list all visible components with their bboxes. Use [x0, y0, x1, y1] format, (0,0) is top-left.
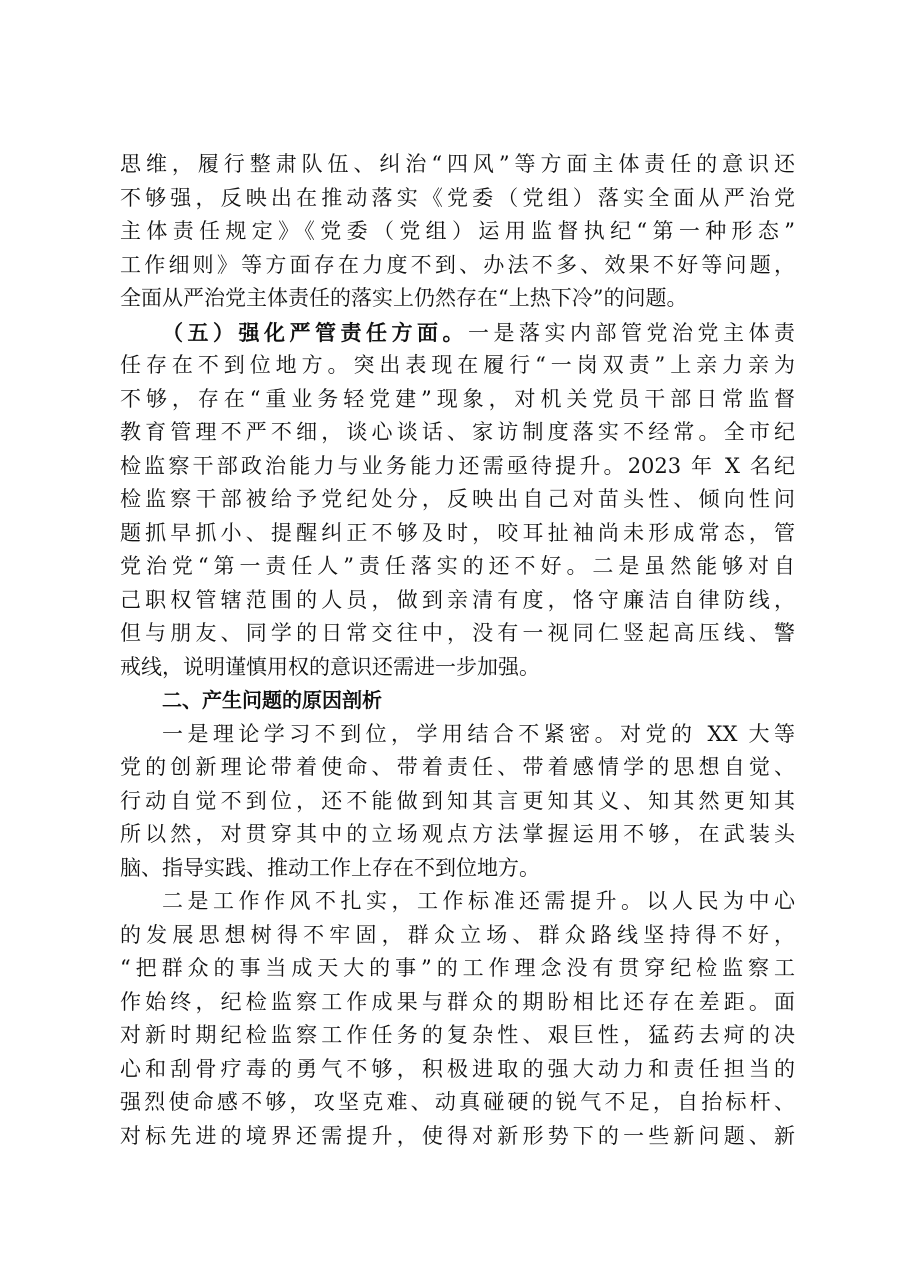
text-line: 但与朋友、同学的日常交往中，没有一视同仁竖起高压线、警: [120, 621, 795, 645]
text-line: 对新时期纪检监察工作任务的复杂性、艰巨性，猛药去疴的决: [120, 1023, 795, 1047]
text-line: 全面从严治党主体责任的落实上仍然存在“上热下冷”的问题。: [120, 286, 688, 310]
text-line: 戒线，说明谨慎用权的意识还需进一步加强。: [120, 654, 540, 679]
text-line: 思维，履行整肃队伍、纠治“四风”等方面主体责任的意识还: [120, 152, 795, 176]
section-5-first-line-text: 一是落实内部管党治党主体责: [468, 320, 795, 345]
text-line: 不够，存在“重业务轻党建”现象，对机关党员干部日常监督: [120, 386, 795, 411]
text-line: 党治党“第一责任人”责任落实的还不好。二是虽然能够对自: [120, 554, 795, 578]
intro-paragraph: [120, 148, 795, 316]
text-line: 检监察干部被给予党纪处分，反映出自己对苗头性、倾向性问: [120, 487, 795, 511]
document-body: [120, 148, 795, 1153]
text-line: 对标先进的境界还需提升，使得对新形势下的一些新问题、新: [120, 1123, 795, 1148]
text-line: 作始终，纪检监察工作成果与群众的期盼相比还存在差距。面: [120, 989, 795, 1014]
cause-paragraph-2: [120, 885, 795, 1153]
text-line: 主体责任规定》《党委（党组）运用监督执纪“第一种形态”: [120, 219, 795, 243]
text-line: 一是理论学习不到位，学用结合不紧密。对党的 XX 大等: [162, 721, 795, 746]
text-line: 的发展思想树得不牢固，群众立场、群众路线坚持得不好，: [120, 922, 795, 947]
cause-paragraph-1: [120, 718, 795, 886]
text-line: “把群众的事当成天大的事”的工作理念没有贯穿纪检监察工: [120, 956, 795, 980]
text-line: 脑、指导实践、推动工作上存在不到位地方。: [120, 855, 540, 880]
text-line: 不够强，反映出在推动落实《党委（党组）落实全面从严治党: [120, 185, 795, 210]
text-line: 强烈使命感不够，攻坚克难、动真碰硬的锐气不足，自抬标杆、: [120, 1090, 795, 1114]
text-line: 任存在不到位地方。突出表现在履行“一岗双责”上亲力亲为: [120, 353, 795, 377]
text-line: 党的创新理论带着使命、带着责任、带着感情学的思想自觉、: [120, 755, 795, 779]
section-5-paragraph: [120, 316, 795, 685]
text-line: 二是工作作风不扎实，工作标准还需提升。以人民为中心: [162, 889, 795, 913]
text-line: 工作细则》等方面存在力度不到、办法不多、效果不好等问题，: [120, 252, 795, 277]
section-2-heading: 二、产生问题的原因剖析: [162, 688, 382, 712]
text-line: 题抓早抓小、提醒纠正不够及时，咬耳扯袖尚未形成常态，管: [120, 520, 795, 545]
text-line: 己职权管辖范围的人员，做到亲清有度，恪守廉洁自律防线，: [120, 587, 795, 612]
text-line: [120, 316, 795, 350]
text-line: 心和刮骨疗毒的勇气不够，积极进取的强大动力和责任担当的: [120, 1056, 795, 1081]
text-line: 行动自觉不到位，还不能做到知其言更知其义、知其然更知其: [120, 788, 795, 813]
text-line: 检监察干部政治能力与业务能力还需亟待提升。2023 年 X 名纪: [120, 453, 795, 478]
section-5-heading: （五）强化严管责任方面。: [162, 319, 468, 345]
text-line: 教育管理不严不细，谈心谈话、家访制度落实不经常。全市纪: [120, 420, 795, 444]
text-line: 所以然，对贯穿其中的立场观点方法掌握运用不够，在武装头: [120, 822, 795, 846]
